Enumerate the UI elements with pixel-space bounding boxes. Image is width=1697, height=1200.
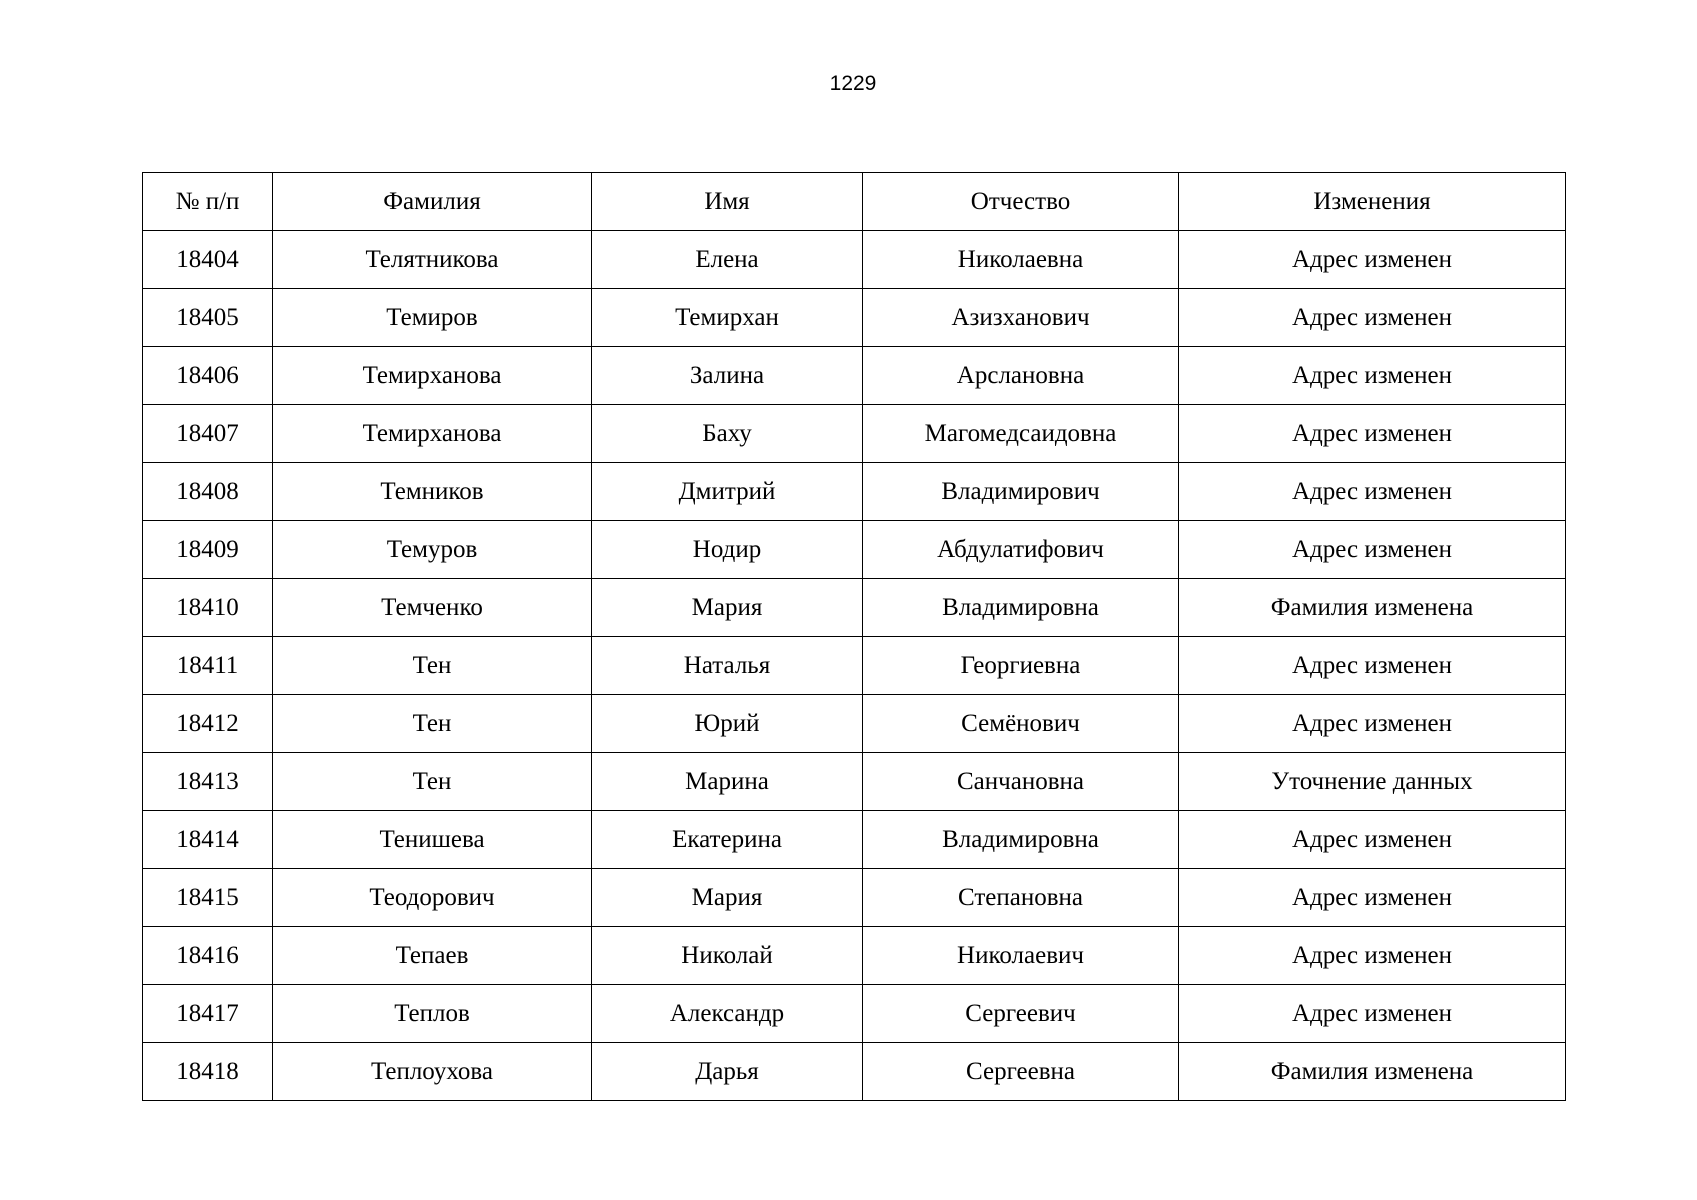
cell-last-name: Темников [273,463,592,521]
cell-patronymic: Георгиевна [863,637,1179,695]
cell-patronymic: Владимирович [863,463,1179,521]
registry-table [142,172,1566,1101]
cell-changes: Фамилия изменена [1179,1043,1566,1101]
cell-first-name: Юрий [592,695,863,753]
cell-num: 18404 [143,231,273,289]
cell-changes: Адрес изменен [1179,695,1566,753]
cell-first-name: Николай [592,927,863,985]
cell-last-name: Темуров [273,521,592,579]
table-row [143,579,1566,637]
cell-first-name: Дарья [592,1043,863,1101]
cell-patronymic: Владимировна [863,811,1179,869]
cell-changes: Фамилия изменена [1179,579,1566,637]
table-row [143,289,1566,347]
page-number: 1229 [829,72,877,95]
cell-patronymic: Магомедсаидовна [863,405,1179,463]
cell-patronymic: Арслановна [863,347,1179,405]
cell-first-name: Баху [592,405,863,463]
cell-first-name: Темирхан [592,289,863,347]
cell-patronymic: Николаевич [863,927,1179,985]
header-row [143,173,1566,231]
table-row [143,985,1566,1043]
cell-patronymic: Сергеевич [863,985,1179,1043]
cell-num: 18412 [143,695,273,753]
cell-last-name: Теплоухова [273,1043,592,1101]
cell-num: 18408 [143,463,273,521]
table-row [143,869,1566,927]
table-row [143,347,1566,405]
header-first-name: Имя [592,173,863,231]
cell-first-name: Марина [592,753,863,811]
cell-num: 18417 [143,985,273,1043]
cell-changes: Адрес изменен [1179,637,1566,695]
cell-first-name: Наталья [592,637,863,695]
cell-changes: Адрес изменен [1179,289,1566,347]
table-row [143,927,1566,985]
cell-changes: Адрес изменен [1179,405,1566,463]
cell-changes: Уточнение данных [1179,753,1566,811]
cell-first-name: Мария [592,869,863,927]
cell-num: 18406 [143,347,273,405]
cell-changes: Адрес изменен [1179,811,1566,869]
cell-patronymic: Николаевна [863,231,1179,289]
cell-last-name: Тепаев [273,927,592,985]
cell-changes: Адрес изменен [1179,347,1566,405]
cell-last-name: Тенишева [273,811,592,869]
cell-num: 18407 [143,405,273,463]
cell-num: 18410 [143,579,273,637]
header-num: № п/п [143,173,273,231]
cell-num: 18413 [143,753,273,811]
cell-last-name: Темирханова [273,405,592,463]
cell-patronymic: Владимировна [863,579,1179,637]
cell-num: 18409 [143,521,273,579]
table-row [143,463,1566,521]
cell-num: 18418 [143,1043,273,1101]
cell-num: 18416 [143,927,273,985]
cell-last-name: Теодорович [273,869,592,927]
cell-last-name: Темченко [273,579,592,637]
header-patronymic: Отчество [863,173,1179,231]
cell-changes: Адрес изменен [1179,927,1566,985]
table-row [143,695,1566,753]
cell-last-name: Тен [273,695,592,753]
cell-first-name: Нодир [592,521,863,579]
table-row [143,637,1566,695]
cell-first-name: Дмитрий [592,463,863,521]
cell-first-name: Мария [592,579,863,637]
cell-patronymic: Санчановна [863,753,1179,811]
cell-last-name: Теплов [273,985,592,1043]
table-header [143,173,1566,231]
table-body [143,231,1566,1101]
cell-num: 18415 [143,869,273,927]
cell-patronymic: Азизханович [863,289,1179,347]
cell-num: 18405 [143,289,273,347]
cell-first-name: Екатерина [592,811,863,869]
header-last-name: Фамилия [273,173,592,231]
cell-first-name: Залина [592,347,863,405]
cell-last-name: Телятникова [273,231,592,289]
cell-patronymic: Степановна [863,869,1179,927]
cell-last-name: Тен [273,753,592,811]
cell-last-name: Темирханова [273,347,592,405]
cell-last-name: Тен [273,637,592,695]
cell-patronymic: Семёнович [863,695,1179,753]
table-row [143,405,1566,463]
cell-num: 18414 [143,811,273,869]
cell-changes: Адрес изменен [1179,463,1566,521]
cell-changes: Адрес изменен [1179,521,1566,579]
table-row [143,1043,1566,1101]
cell-first-name: Елена [592,231,863,289]
header-changes: Изменения [1179,173,1566,231]
table-row [143,811,1566,869]
cell-changes: Адрес изменен [1179,231,1566,289]
table-row [143,753,1566,811]
cell-last-name: Темиров [273,289,592,347]
cell-num: 18411 [143,637,273,695]
cell-changes: Адрес изменен [1179,869,1566,927]
cell-changes: Адрес изменен [1179,985,1566,1043]
cell-patronymic: Сергеевна [863,1043,1179,1101]
cell-first-name: Александр [592,985,863,1043]
table-row [143,231,1566,289]
table-row [143,521,1566,579]
cell-patronymic: Абдулатифович [863,521,1179,579]
